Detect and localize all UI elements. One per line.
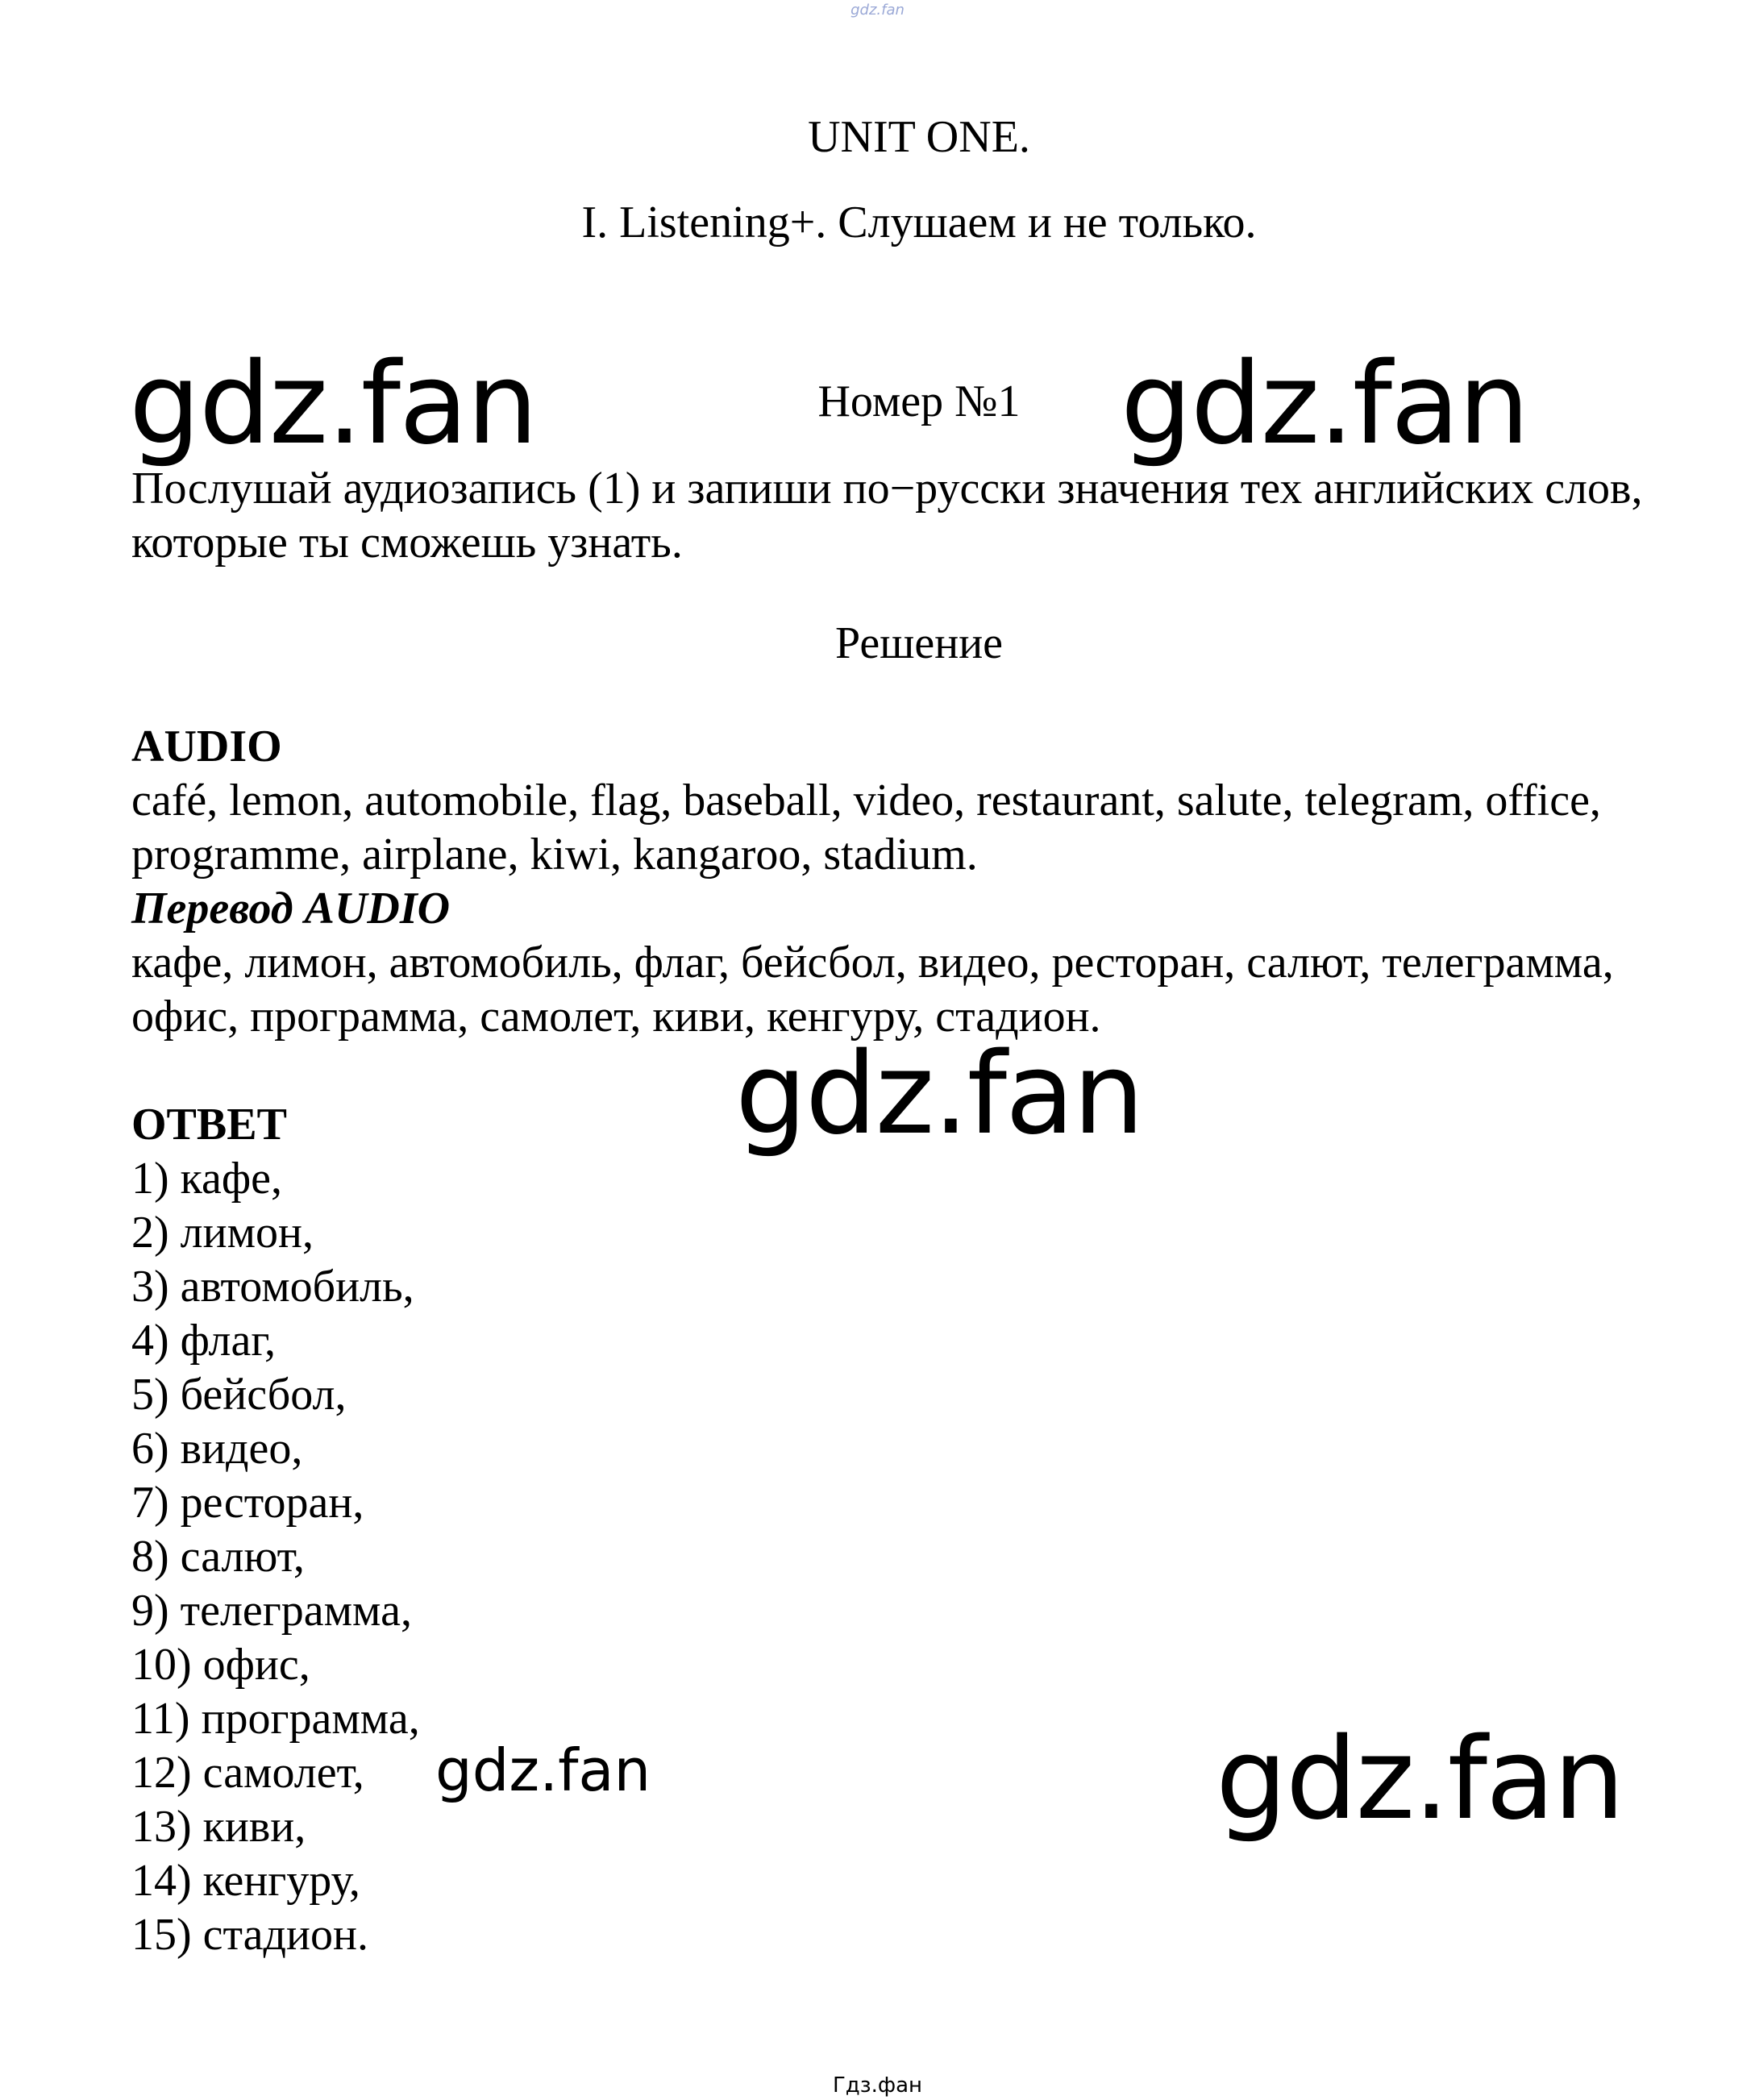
answer-item: 8) салют, [131,1532,305,1582]
answer-item: 1) кафе, [131,1154,283,1204]
answer-heading: ОТВЕТ [131,1100,287,1150]
footer-label: Гдз.фан [832,2073,923,2098]
answer-item: 15) стадион. [131,1910,368,1960]
header-watermark: gdz.fan [850,2,905,19]
answer-item: 3) автомобиль, [131,1262,414,1312]
translation-word-list: кафе, лимон, автомобиль, флаг, бейсбол, видео, ресторан, салют, телеграмма, офис, программа, самолет, киви, кенгуру, стадион. [131,938,1614,1042]
watermark: gdz.fan [435,1736,651,1804]
answer-item: 2) лимон, [131,1208,314,1258]
watermark: gdz.fan [129,339,537,470]
answer-item: 10) офис, [131,1640,310,1690]
section-title: I. Listening+. Слушаем и не только. [581,198,1257,247]
answer-item: 12) самолет, [131,1748,364,1798]
answer-item: 9) телеграмма, [131,1586,412,1636]
answer-item: 13) киви, [131,1802,306,1852]
task-text: Послушай аудиозапись (1) и запиши по−русски значения тех английских слов, которые ты сможешь узнать. [131,464,1643,568]
solution-label: Решение [834,618,1004,668]
translation-heading: Перевод AUDIO [131,884,451,934]
audio-heading: AUDIO [131,721,282,771]
watermark: gdz.fan [1216,1714,1624,1845]
answer-item: 4) флаг, [131,1316,276,1366]
answer-item: 7) ресторан, [131,1478,364,1528]
exercise-number: Номер №1 [817,376,1021,426]
answer-item: 11) программа, [131,1694,420,1744]
unit-title: UNIT ONE. [808,112,1030,162]
answer-item: 14) кенгуру, [131,1856,360,1906]
audio-word-list: café, lemon, automobile, flag, baseball, video, restaurant, salute, telegram, office, programme, airplane, kiwi, kangaroo, stadium. [131,776,1601,880]
watermark: gdz.fan [1121,339,1528,470]
answer-list [131,1152,420,1962]
answer-item: 5) бейсбол, [131,1370,347,1420]
answer-item: 6) видео, [131,1424,303,1474]
watermark: gdz.fan [735,1029,1143,1160]
